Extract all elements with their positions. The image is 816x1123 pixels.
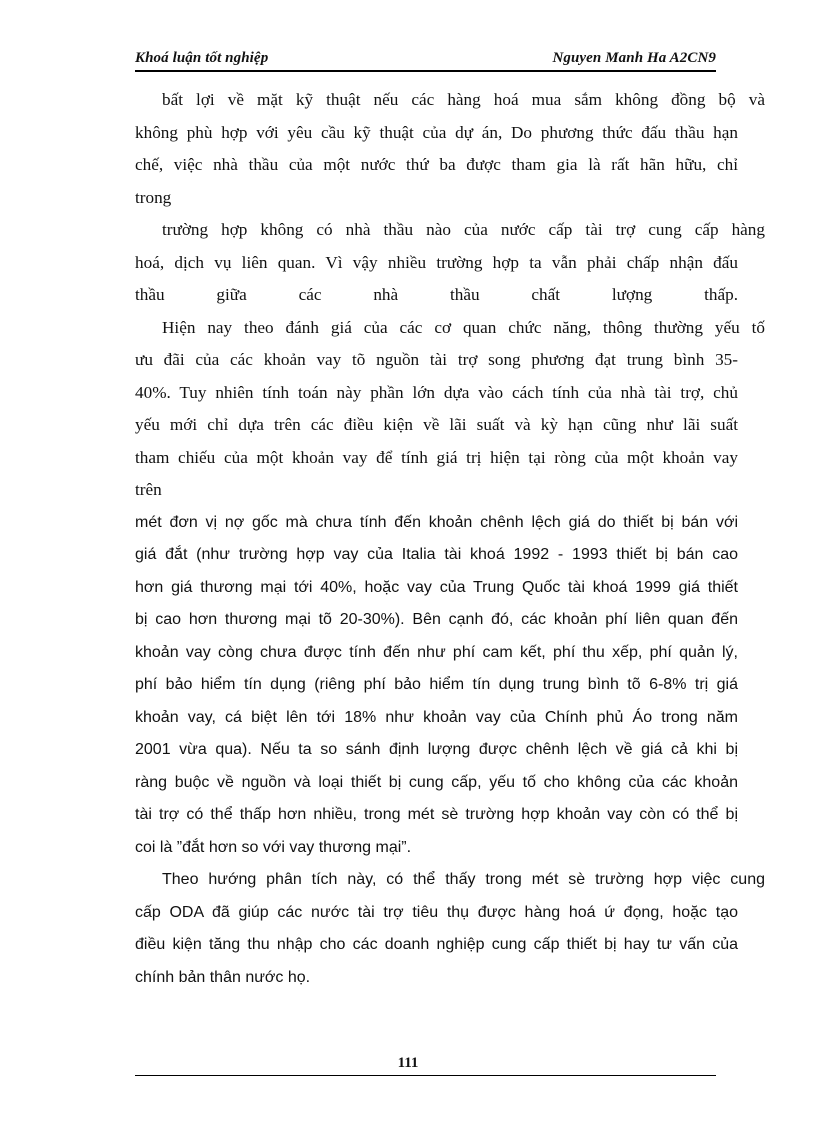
text-line: mét đơn vị nợ gốc mà chưa tính đến khoản chênh lệch giá do thiết bị bán với [135,513,738,531]
text-line: ưu đãi của các khoản vay tõ nguồn tài trợ song phương đạt trung bình 35- [135,350,738,369]
text-line: coi là ”đắt hơn so với vay thương mại”. [135,838,412,856]
text-line: trong [135,187,172,207]
text-line: bị cao hơn thương mại tõ 20-30%). Bên cạnh đó, các khoản phí liên quan đến [135,611,738,628]
text-line: trường hợp không có nhà thầu nào của nước cấp tài trợ cung cấp hàng [162,220,765,239]
text-line: thầu giữa các nhà thầu chất lượng thấp. [135,285,738,304]
text-line: trên [135,480,162,499]
header-title: Khoá luận tốt nghiệp [135,50,269,66]
text-line: khoản vay còng chưa được tính đến như phí cam kết, phí thu xếp, phí quản lý, [135,643,738,661]
footer-rule [135,1075,716,1076]
text-line: khoản vay, cá biệt lên tới 18% như khoản vay của Chính phủ Áo trong năm [135,708,738,726]
header-author: Nguyen Manh Ha A2CN9 [552,50,716,66]
text-line: hoá, dịch vụ liên quan. Vì vậy nhiều trường hợp ta vẫn phải chấp nhận đấu [135,252,738,272]
text-line: chính bản thân nước họ. [135,968,311,986]
text-line: tham chiếu của một khoản vay để tính giá trị hiện tại ròng của một khoản vay [135,447,738,467]
text-line: giá đắt (như trường hợp vay của Italia tài khoá 1992 - 1993 thiết bị bán cao [135,546,738,563]
header-rule [135,70,716,72]
text-line: 40%. Tuy nhiên tính toán này phần lớn dựa vào cách tính của nhà tài trợ, chủ [135,382,738,402]
text-line: Theo hướng phân tích này, có thể thấy trong mét sè trường hợp việc cung [162,871,765,888]
text-line: yếu mới chỉ dựa trên các điều kiện về lãi suất và kỳ hạn cũng như lãi suất [135,415,738,434]
page-number: 111 [397,1055,419,1071]
text-line: phí bảo hiểm tín dụng (riêng phí bảo hiểm tín dụng trung bình tõ 6-8% trị giá [135,676,738,693]
page-header [135,50,716,70]
text-line: điều kiện tăng thu nhập cho các doanh nghiệp cung cấp thiết bị hay tư vấn của [135,936,738,953]
text-line: chế, việc nhà thầu của một nước thứ ba được tham gia là rất hãn hữu, chỉ [135,155,738,174]
text-line: 2001 vừa qua). Nếu ta so sánh định lượng được chênh lệch về giá cả khi bị [135,741,738,758]
text-line: Hiện nay theo đánh giá của các cơ quan chức năng, thông thường yếu tố [162,317,765,337]
text-line: bất lợi về mặt kỹ thuật nếu các hàng hoá mua sắm không đồng bộ và [162,90,765,109]
text-line: cấp ODA đã giúp các nước tài trợ tiêu thụ được hàng hoá ứ đọng, hoặc tạo [135,903,738,921]
text-line: hơn giá thương mại tới 40%, hoặc vay của Trung Quốc tài khoá 1999 giá thiết [135,578,738,596]
text-line: không phù hợp với yêu cầu kỹ thuật của dự án, Do phương thức đấu thầu hạn [135,122,738,142]
text-line: ràng buộc về nguồn và loại thiết bị cung cấp, yếu tố cho không của các khoản [135,773,738,791]
text-line: tài trợ có thể thấp hơn nhiều, trong mét sè trường hợp khoản vay còn có thể bị [135,806,738,823]
